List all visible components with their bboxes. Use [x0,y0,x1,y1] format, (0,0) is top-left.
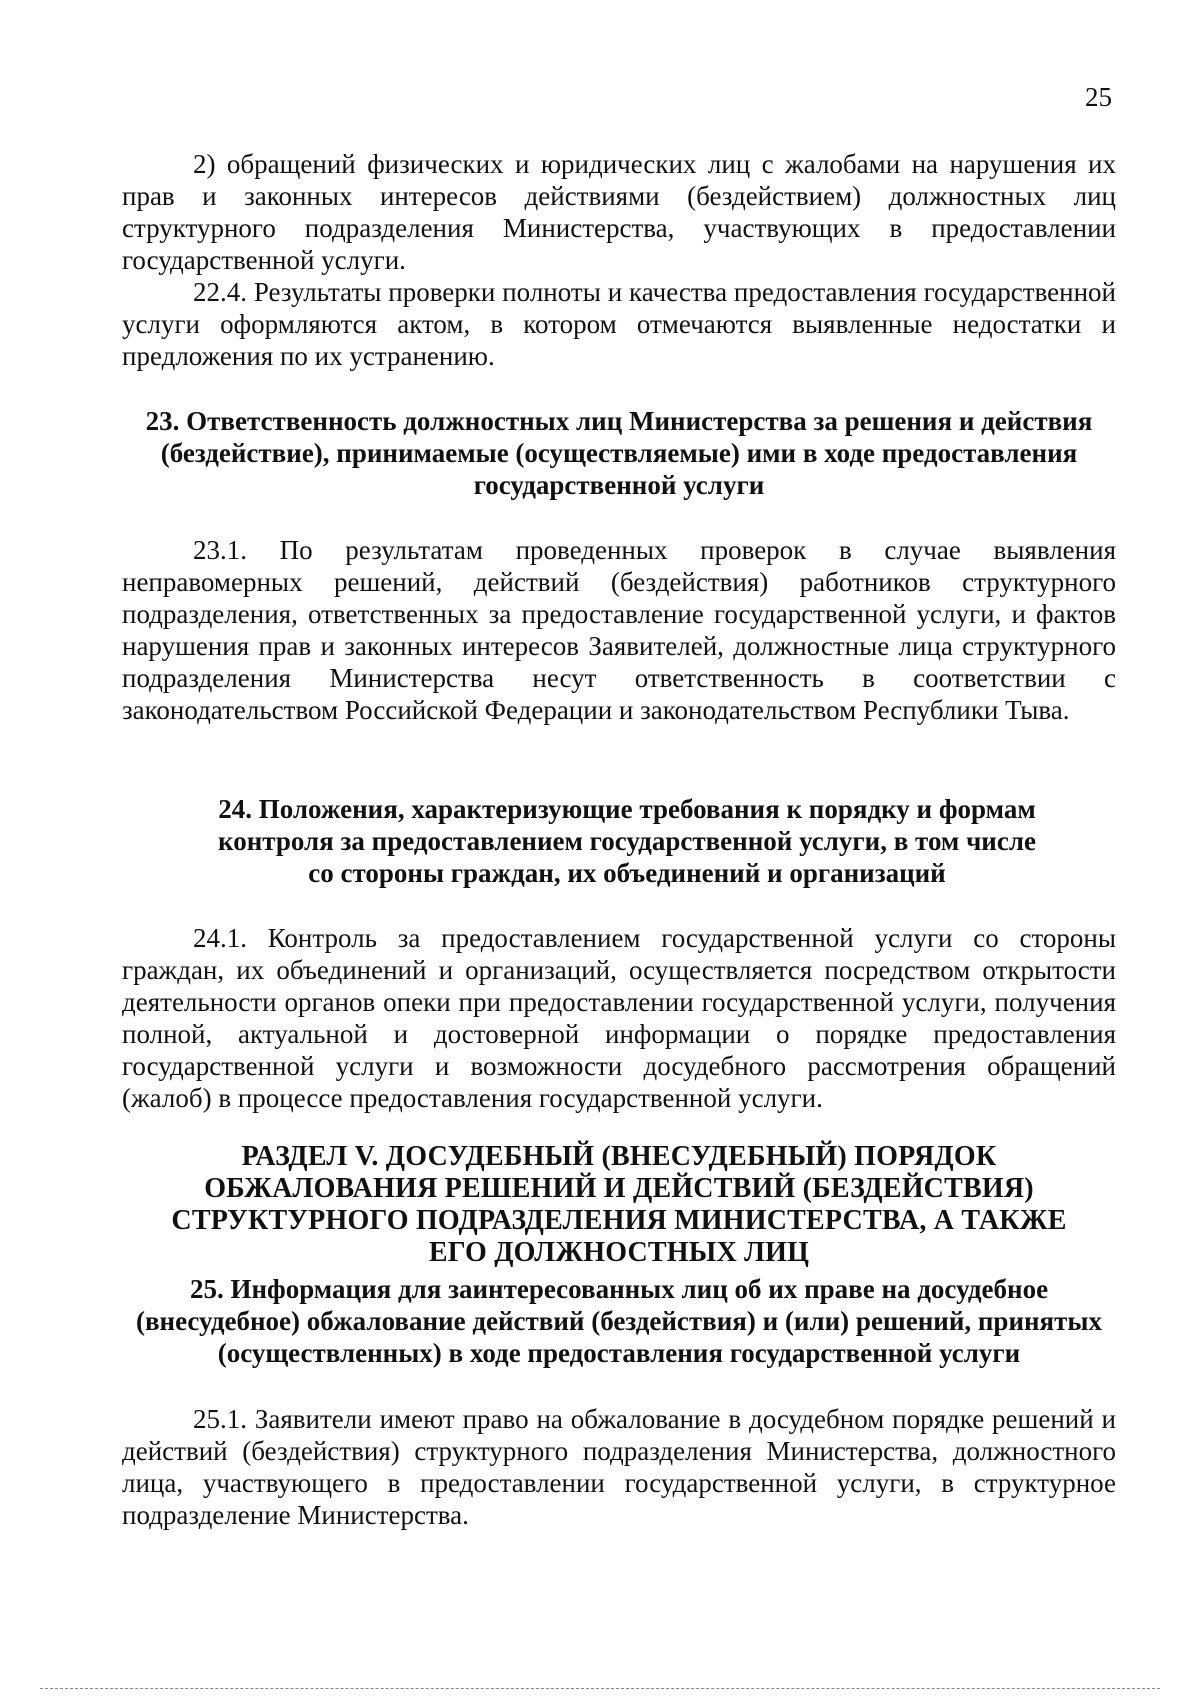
heading-24: 24. Положения, характеризующие требования к порядку и формам контроля за предоставлением государственной услуги, в том числе со стороны граждан, их объединений и организаций [218,794,1036,888]
page-content [122,148,1116,1531]
paragraph-25-1: 25.1. Заявители имеют право на обжалование в досудебном порядке решений и действий (бездействия) структурного подразделения Министерства, должностного лица, участвующего в предоставлении государственной услуги, в структурное подразделение Министерства. [122,1404,1116,1530]
paragraph-item-2: 2) обращений физических и юридических лиц с жалобами на нарушения их прав и законных интересов действиями (бездействием) должностных лиц структурного подразделения Министерства, участвующих в предоставлении государственной услуги. [122,149,1116,275]
heading-25: 25. Информация для заинтересованных лиц об их праве на досудебное (внесудебное) обжалование действий (бездействия) и (или) решений, принятых (осуществленных) в ходе предоставления государственной услуги [135,1274,1103,1368]
paragraph-24-1: 24.1. Контроль за предоставлением государственной услуги со стороны граждан, их объединений и организаций, осуществляется посредством открытости деятельности органов опеки при предоставлении государственной услуги, получения полной, актуальной и достоверной информации о порядке предоставления государственной услуги и возможности досудебного рассмотрения обращений (жалоб) в процессе предоставления государственной услуги. [122,923,1116,1113]
paragraph-22-4: 22.4. Результаты проверки полноты и качества предоставления государственной услуги оформляются актом, в котором отмечаются выявленные недостатки и предложения по их устранению. [122,277,1116,371]
heading-23: 23. Ответственность должностных лиц Министерства за решения и действия (бездействие), принимаемые (осуществляемые) ими в ходе предоставления государственной услуги [145,406,1093,500]
page-number: 25 [1085,82,1112,112]
scan-edge-line [40,1688,1160,1689]
paragraph-23-1: 23.1. По результатам проведенных проверок в случае выявления неправомерных решений, действий (бездействия) работников структурного подразделения, ответственных за предоставление государственной услуги, и фактов нарушения прав и законных интересов Заявителей, должностные лица структурного подразделения Министерства несут ответственность в соответствии с законодательством Российской Федерации и законодательством Республики Тыва. [122,535,1116,725]
section-5-title: РАЗДЕЛ V. ДОСУДЕБНЫЙ (ВНЕСУДЕБНЫЙ) ПОРЯДОК ОБЖАЛОВАНИЯ РЕШЕНИЙ И ДЕЙСТВИЙ (БЕЗДЕЙСТВИЯ) СТРУКТУРНОГО ПОДРАЗДЕЛЕНИЯ МИНИСТЕРСТВА, А ТАКЖЕ ЕГО ДОЛЖНОСТНЫХ ЛИЦ [171,1141,1067,1268]
